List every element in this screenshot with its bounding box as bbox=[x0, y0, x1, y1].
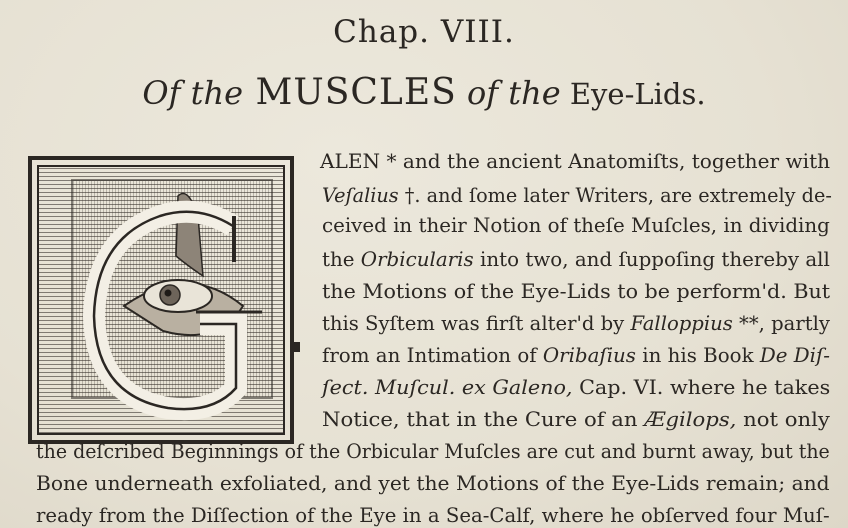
text-line bbox=[322, 345, 830, 365]
text-line bbox=[322, 249, 830, 269]
text-segment: the deſcribed Beginnings of the Orbicular Muſcles are cut and burnt away, but the bbox=[36, 439, 830, 463]
title-word: the bbox=[498, 74, 561, 112]
text-segment: from an Intimation of bbox=[322, 343, 543, 367]
title-word: of bbox=[456, 74, 499, 112]
chapter-heading: Chap. VIII. bbox=[333, 14, 515, 50]
text-segment: Oribaſius bbox=[542, 343, 636, 367]
title-word: Eye-Lids. bbox=[560, 77, 706, 111]
text-segment: Bone underneath exfoliated, and yet the Motions of the Eye-Lids remain; and bbox=[36, 471, 830, 495]
text-segment: * and the ancient Anatomiſts, together with bbox=[380, 149, 831, 173]
decorated-initial-g bbox=[28, 156, 300, 444]
title-word: the bbox=[180, 74, 244, 112]
text-segment: not only bbox=[736, 407, 830, 431]
chapter-title bbox=[0, 72, 848, 113]
text-segment: Falloppius bbox=[630, 311, 733, 335]
text-segment: Notice, that in the Cure of an bbox=[322, 407, 645, 431]
text-line bbox=[36, 441, 830, 461]
text-line bbox=[322, 281, 830, 301]
text-segment: Cap. VI. where he takes bbox=[572, 375, 831, 399]
text-line bbox=[322, 409, 830, 429]
text-segment: this Syſtem was firſt alter'd by bbox=[322, 311, 631, 335]
text-segment: ſect. Muſcul. ex Galeno, bbox=[322, 375, 573, 399]
text-segment: the bbox=[322, 247, 361, 271]
text-line bbox=[322, 215, 830, 235]
text-line bbox=[36, 505, 830, 525]
text-segment: Veſalius bbox=[322, 183, 399, 207]
title-word: Of bbox=[142, 74, 181, 112]
engraved-initial-icon bbox=[28, 156, 300, 444]
text-line bbox=[322, 313, 830, 333]
text-line bbox=[320, 151, 830, 171]
text-segment: the Motions of the Eye-Lids to be perform'd. But bbox=[322, 279, 831, 303]
title-word: MUSCLES bbox=[243, 72, 457, 113]
text-segment: †. and ſome later Writers, are extremely de- bbox=[398, 183, 832, 207]
text-segment: **, partly bbox=[732, 311, 830, 335]
text-line bbox=[322, 185, 832, 205]
text-line bbox=[36, 473, 830, 493]
text-segment: Ægilops, bbox=[644, 407, 737, 431]
text-segment: ALEN bbox=[320, 149, 381, 173]
text-segment: in his Book bbox=[635, 343, 760, 367]
text-segment: Orbicularis bbox=[360, 247, 474, 271]
text-segment: ready from the Diſſection of the Eye in a Sea-Calf, where he obſerved four Muſ- bbox=[36, 503, 830, 527]
text-line bbox=[322, 377, 830, 397]
text-segment: ceived in their Notion of theſe Muſcles, in dividing bbox=[322, 213, 830, 237]
text-segment: into two, and ſuppoſing thereby all bbox=[473, 247, 830, 271]
text-segment: De Diſ- bbox=[759, 343, 830, 367]
